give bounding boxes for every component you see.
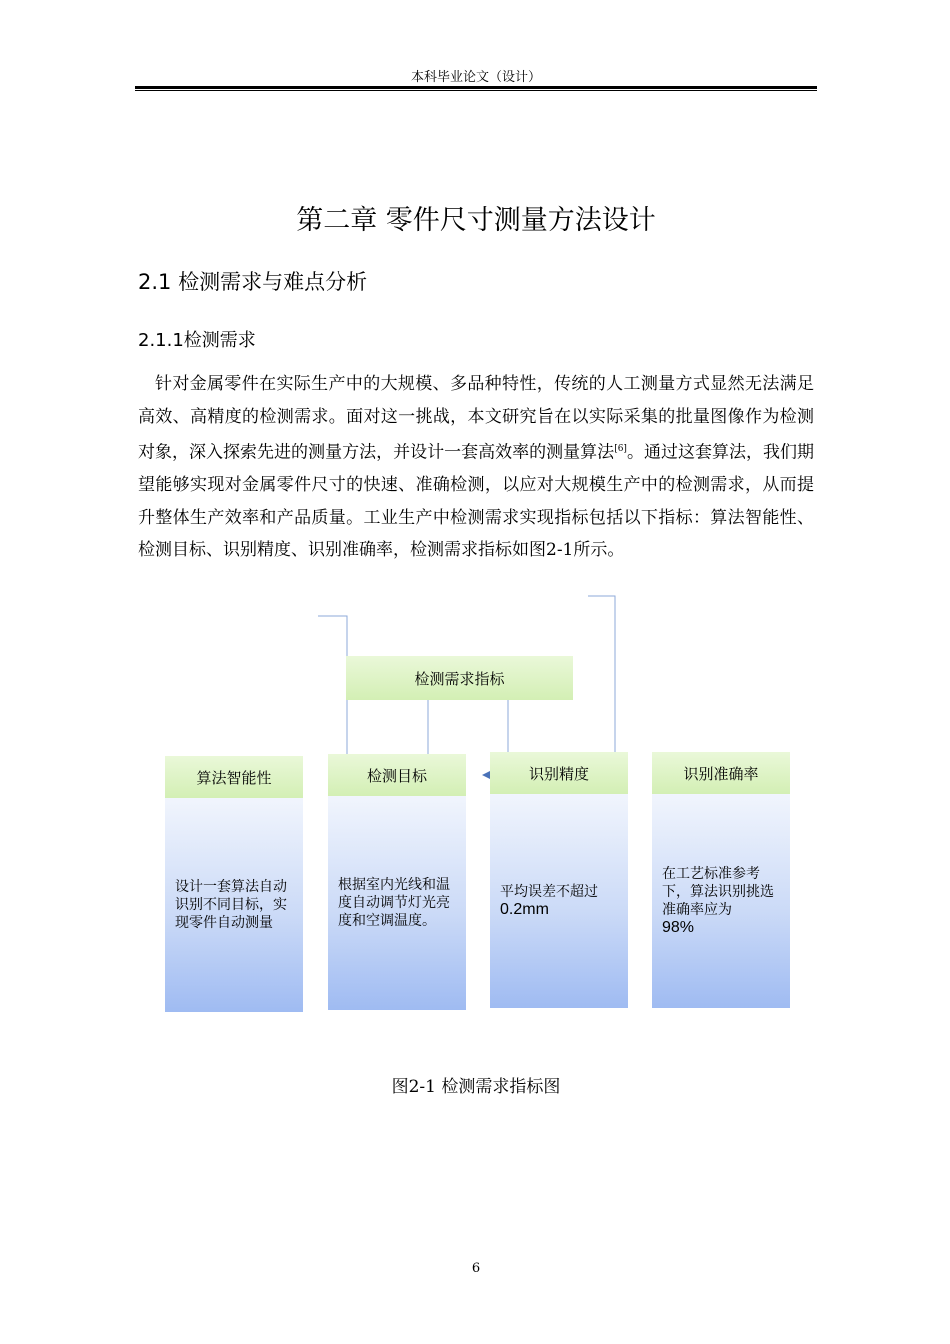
connector-line bbox=[385, 696, 454, 758]
box-title-accuracy: 识别准确率 bbox=[652, 752, 790, 794]
box-text: 设计一套算法自动识别不同目标，实现零件自动测量 bbox=[175, 879, 287, 931]
body-paragraph bbox=[138, 368, 814, 567]
box-text: 平均误差不超过 bbox=[500, 884, 598, 900]
box-title-target: 检测目标 bbox=[328, 754, 466, 796]
box-body-accuracy bbox=[652, 794, 790, 1008]
citation[interactable]: [6] bbox=[614, 444, 627, 454]
box-text: 根据室内光线和温度自动调节灯光亮度和空调温度。 bbox=[338, 877, 450, 929]
section-title: 2.1 检测需求与难点分析 bbox=[138, 270, 368, 294]
root-box: 检测需求指标 bbox=[346, 656, 573, 700]
subsection-title: 2.1.1检测需求 bbox=[138, 330, 256, 351]
page-header: 本科毕业论文（设计） bbox=[410, 70, 541, 85]
box-body-precision bbox=[490, 794, 628, 1008]
header-rule bbox=[135, 86, 817, 89]
box-value: 0.2mm bbox=[500, 901, 549, 918]
requirements-diagram bbox=[160, 592, 800, 1022]
page-number: 6 bbox=[471, 1261, 481, 1276]
box-text: 在工艺标准参考下，算法识别挑选准确率应为 bbox=[662, 866, 774, 918]
box-body-target bbox=[328, 796, 466, 1010]
chapter-title: 第二章 零件尺寸测量方法设计 bbox=[296, 205, 656, 236]
box-title-algorithm: 算法智能性 bbox=[165, 756, 303, 798]
box-title-precision: 识别精度 bbox=[490, 752, 628, 794]
box-body-algorithm bbox=[165, 798, 303, 1012]
paragraph-part-2: 。通过这套算法，我们期望能够实现对金属零件尺寸的快速、准确检测，以应对大规模生产中的检测需求，从而提升整体生产效率和产品质量。工业生产中检测需求实现指标包括以下指标：算法智能性、检测目标、识别精度、识别准确率，检测需求指标如图2-1所示。 bbox=[138, 442, 815, 561]
paragraph-part-1: 针对金属零件在实际生产中的大规模、多品种特性，传统的人工测量方式显然无法满足高效、高精度的检测需求。面对这一挑战，本文研究旨在以实际采集的批量图像作为检测对象，深入探索先进的测量方法，并设计一套高效率的测量算法 bbox=[138, 374, 814, 463]
header-rule-thin bbox=[135, 90, 817, 91]
box-value: 98% bbox=[662, 919, 695, 936]
figure-caption: 图2-1 检测需求指标图 bbox=[391, 1077, 561, 1097]
